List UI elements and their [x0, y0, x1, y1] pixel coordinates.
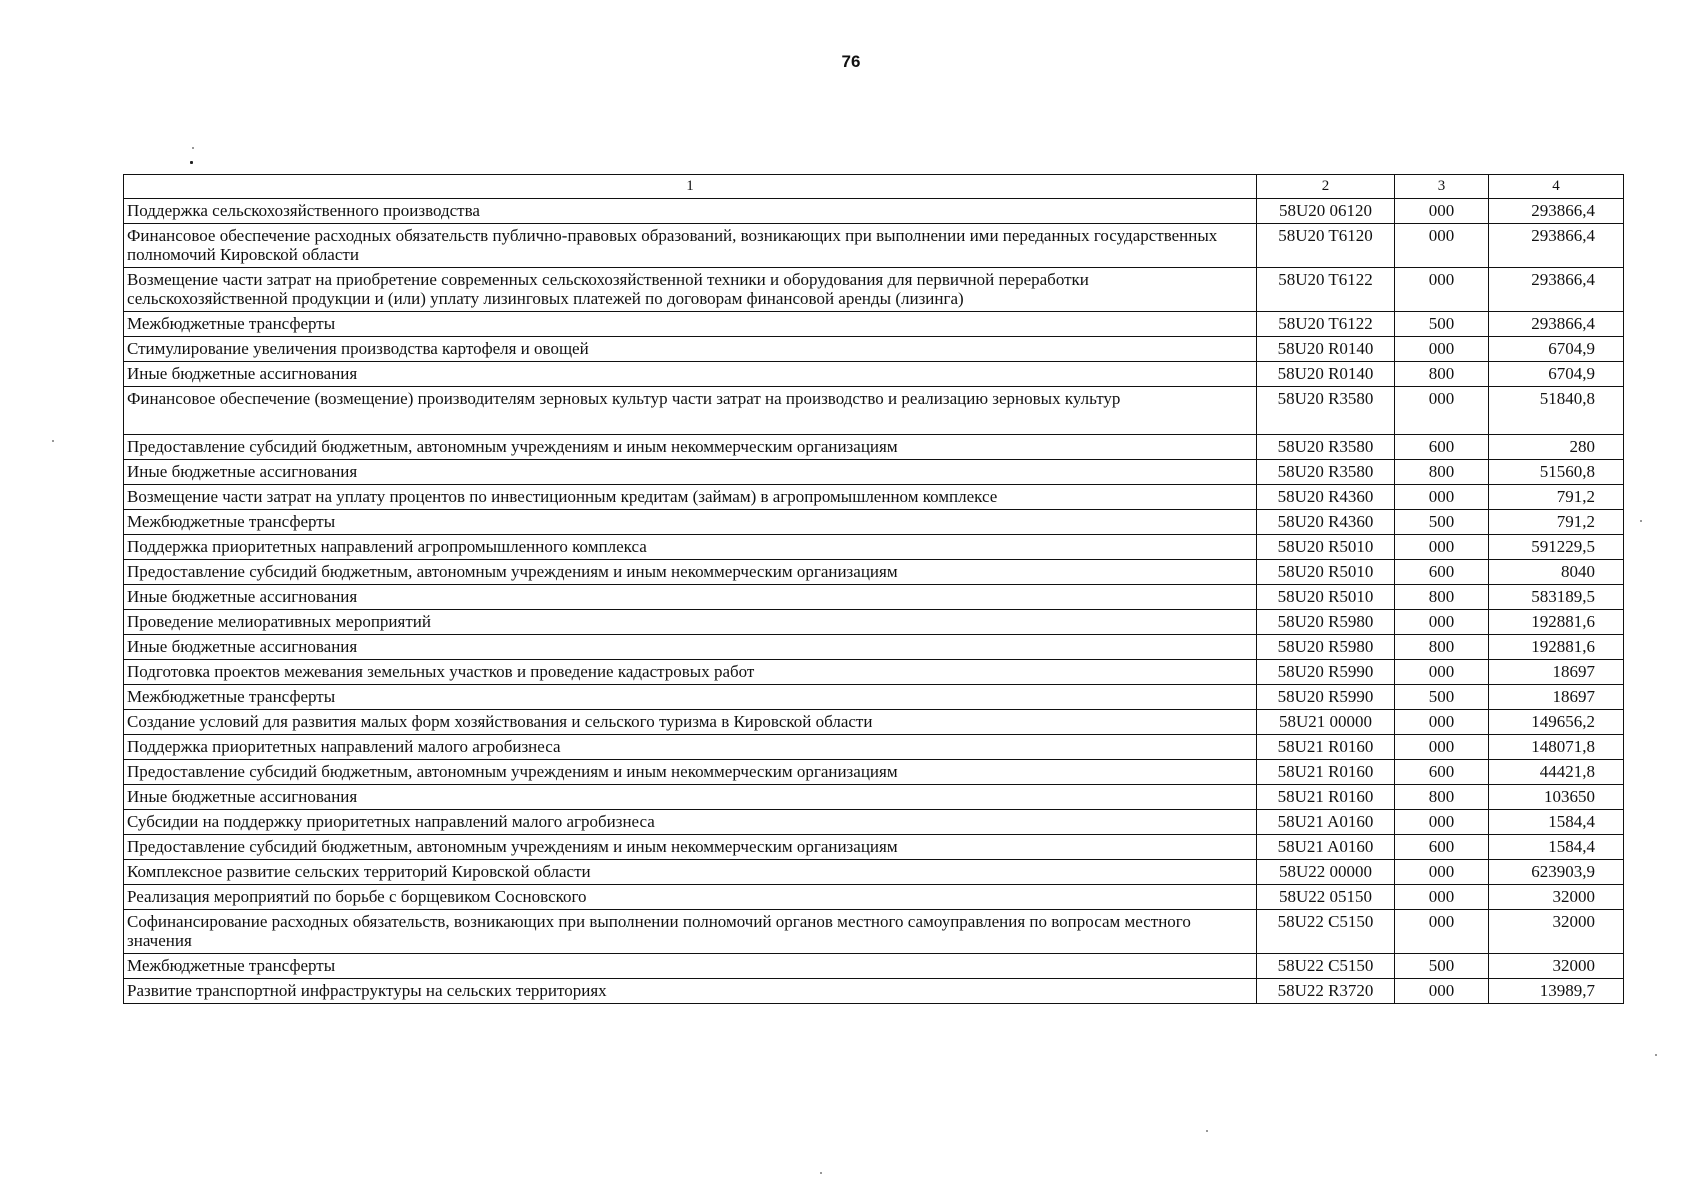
row-name-cell: Предоставление субсидий бюджетным, автономным учреждениям и иным некоммерческим организациям	[124, 835, 1257, 860]
row-amount-cell: 791,2	[1489, 485, 1624, 510]
row-amount-cell: 149656,2	[1489, 710, 1624, 735]
table-row	[124, 510, 1624, 535]
row-type-cell: 500	[1395, 954, 1489, 979]
table-row	[124, 460, 1624, 485]
row-code-cell: 58U21 R0160	[1257, 785, 1395, 810]
row-code-cell: 58U20 06120	[1257, 199, 1395, 224]
row-code-cell: 58U20 R3580	[1257, 460, 1395, 485]
row-code-cell: 58U21 00000	[1257, 710, 1395, 735]
row-code-cell: 58U20 R3580	[1257, 387, 1395, 435]
row-code-cell: 58U20 R3580	[1257, 435, 1395, 460]
row-amount-cell: 32000	[1489, 954, 1624, 979]
row-type-cell: 600	[1395, 760, 1489, 785]
scan-speck	[192, 147, 194, 149]
row-name-cell: Поддержка сельскохозяйственного производства	[124, 199, 1257, 224]
row-name-cell: Проведение мелиоративных мероприятий	[124, 610, 1257, 635]
table-row	[124, 860, 1624, 885]
row-type-cell: 500	[1395, 510, 1489, 535]
scan-speck	[1206, 1130, 1208, 1132]
row-amount-cell: 293866,4	[1489, 268, 1624, 312]
table-row	[124, 585, 1624, 610]
row-name-cell: Предоставление субсидий бюджетным, автономным учреждениям и иным некоммерческим организациям	[124, 760, 1257, 785]
row-name-cell: Иные бюджетные ассигнования	[124, 585, 1257, 610]
table-row	[124, 224, 1624, 268]
row-code-cell: 58U20 R5010	[1257, 560, 1395, 585]
row-code-cell: 58U22 R3720	[1257, 979, 1395, 1004]
row-name-cell: Финансовое обеспечение расходных обязательств публично-правовых образований, возникающих при выполнении ими переданных государственных полномочий Кировской области	[124, 224, 1257, 268]
row-code-cell: 58U22 C5150	[1257, 954, 1395, 979]
page-number: 76	[841, 52, 861, 71]
row-amount-cell: 148071,8	[1489, 735, 1624, 760]
table-row	[124, 660, 1624, 685]
row-type-cell: 800	[1395, 635, 1489, 660]
row-amount-cell: 192881,6	[1489, 635, 1624, 660]
table-row	[124, 785, 1624, 810]
row-code-cell: 58U20 R5010	[1257, 585, 1395, 610]
row-code-cell: 58U20 R4360	[1257, 510, 1395, 535]
row-type-cell: 000	[1395, 610, 1489, 635]
row-name-cell: Межбюджетные трансферты	[124, 685, 1257, 710]
row-name-cell: Субсидии на поддержку приоритетных направлений малого агробизнеса	[124, 810, 1257, 835]
table-row	[124, 435, 1624, 460]
row-type-cell: 600	[1395, 835, 1489, 860]
row-amount-cell: 591229,5	[1489, 535, 1624, 560]
row-code-cell: 58U20 T6120	[1257, 224, 1395, 268]
row-type-cell: 000	[1395, 979, 1489, 1004]
row-amount-cell: 791,2	[1489, 510, 1624, 535]
row-code-cell: 58U20 R5010	[1257, 535, 1395, 560]
row-amount-cell: 32000	[1489, 910, 1624, 954]
row-code-cell: 58U21 R0160	[1257, 760, 1395, 785]
row-amount-cell: 44421,8	[1489, 760, 1624, 785]
row-type-cell: 800	[1395, 785, 1489, 810]
row-amount-cell: 18697	[1489, 685, 1624, 710]
scan-speck	[1655, 1054, 1657, 1056]
row-type-cell: 000	[1395, 860, 1489, 885]
row-name-cell: Межбюджетные трансферты	[124, 510, 1257, 535]
row-amount-cell: 293866,4	[1489, 312, 1624, 337]
table-row	[124, 810, 1624, 835]
row-code-cell: 58U21 R0160	[1257, 735, 1395, 760]
row-type-cell: 000	[1395, 268, 1489, 312]
row-name-cell: Иные бюджетные ассигнования	[124, 635, 1257, 660]
scan-speck	[52, 440, 54, 442]
header-col-3: 3	[1395, 175, 1489, 199]
table-row	[124, 760, 1624, 785]
row-amount-cell: 18697	[1489, 660, 1624, 685]
row-name-cell: Реализация мероприятий по борьбе с борщевиком Сосновского	[124, 885, 1257, 910]
row-type-cell: 000	[1395, 535, 1489, 560]
row-name-cell: Возмещение части затрат на приобретение современных сельскохозяйственной техники и оборудования для первичной переработки сельскохозяйственной продукции и (или) уплату лизинговых платежей по договорам финансовой аренды (лизинга)	[124, 268, 1257, 312]
row-type-cell: 000	[1395, 199, 1489, 224]
row-name-cell: Комплексное развитие сельских территорий Кировской области	[124, 860, 1257, 885]
row-code-cell: 58U20 T6122	[1257, 312, 1395, 337]
row-name-cell: Иные бюджетные ассигнования	[124, 362, 1257, 387]
row-name-cell: Финансовое обеспечение (возмещение) производителям зерновых культур части затрат на производство и реализацию зерновых культур	[124, 387, 1257, 435]
row-type-cell: 800	[1395, 585, 1489, 610]
table-row	[124, 485, 1624, 510]
header-col-1: 1	[124, 175, 1257, 199]
row-name-cell: Подготовка проектов межевания земельных участков и проведение кадастровых работ	[124, 660, 1257, 685]
row-name-cell: Иные бюджетные ассигнования	[124, 785, 1257, 810]
row-code-cell: 58U20 R5990	[1257, 660, 1395, 685]
row-type-cell: 000	[1395, 735, 1489, 760]
table-row	[124, 535, 1624, 560]
row-code-cell: 58U20 R5980	[1257, 635, 1395, 660]
row-type-cell: 000	[1395, 337, 1489, 362]
header-row	[124, 175, 1624, 199]
table-row	[124, 885, 1624, 910]
row-amount-cell: 293866,4	[1489, 199, 1624, 224]
header-col-4: 4	[1489, 175, 1624, 199]
table-row	[124, 979, 1624, 1004]
row-type-cell: 500	[1395, 312, 1489, 337]
row-type-cell: 000	[1395, 387, 1489, 435]
table-row	[124, 199, 1624, 224]
row-code-cell: 58U20 R0140	[1257, 337, 1395, 362]
row-amount-cell: 1584,4	[1489, 810, 1624, 835]
row-code-cell: 58U20 R5980	[1257, 610, 1395, 635]
table-body	[124, 199, 1624, 1004]
row-type-cell: 800	[1395, 362, 1489, 387]
row-name-cell: Стимулирование увеличения производства картофеля и овощей	[124, 337, 1257, 362]
table-row	[124, 312, 1624, 337]
row-amount-cell: 6704,9	[1489, 362, 1624, 387]
budget-table	[123, 174, 1624, 1004]
row-type-cell: 000	[1395, 810, 1489, 835]
row-amount-cell: 192881,6	[1489, 610, 1624, 635]
row-type-cell: 000	[1395, 910, 1489, 954]
row-type-cell: 000	[1395, 660, 1489, 685]
row-name-cell: Развитие транспортной инфраструктуры на сельских территориях	[124, 979, 1257, 1004]
row-type-cell: 000	[1395, 485, 1489, 510]
row-name-cell: Предоставление субсидий бюджетным, автономным учреждениям и иным некоммерческим организациям	[124, 560, 1257, 585]
table-row	[124, 635, 1624, 660]
table-row	[124, 610, 1624, 635]
row-code-cell: 58U22 C5150	[1257, 910, 1395, 954]
row-code-cell: 58U22 00000	[1257, 860, 1395, 885]
row-code-cell: 58U20 R4360	[1257, 485, 1395, 510]
row-name-cell: Поддержка приоритетных направлений малого агробизнеса	[124, 735, 1257, 760]
table-row	[124, 268, 1624, 312]
row-amount-cell: 1584,4	[1489, 835, 1624, 860]
row-type-cell: 500	[1395, 685, 1489, 710]
row-name-cell: Создание условий для развития малых форм хозяйствования и сельского туризма в Кировской области	[124, 710, 1257, 735]
scan-speck	[820, 1172, 822, 1174]
table-row	[124, 835, 1624, 860]
table-row	[124, 910, 1624, 954]
row-type-cell: 600	[1395, 435, 1489, 460]
table-row	[124, 685, 1624, 710]
row-amount-cell: 293866,4	[1489, 224, 1624, 268]
table-row	[124, 387, 1624, 435]
row-name-cell: Поддержка приоритетных направлений агропромышленного комплекса	[124, 535, 1257, 560]
table-row	[124, 735, 1624, 760]
table-row	[124, 710, 1624, 735]
row-code-cell: 58U20 R0140	[1257, 362, 1395, 387]
row-type-cell: 000	[1395, 885, 1489, 910]
scan-speck	[190, 161, 193, 164]
row-amount-cell: 8040	[1489, 560, 1624, 585]
row-amount-cell: 103650	[1489, 785, 1624, 810]
row-amount-cell: 51840,8	[1489, 387, 1624, 435]
table-row	[124, 560, 1624, 585]
row-name-cell: Межбюджетные трансферты	[124, 312, 1257, 337]
row-type-cell: 600	[1395, 560, 1489, 585]
row-name-cell: Софинансирование расходных обязательств, возникающих при выполнении полномочий органов местного самоуправления по вопросам местного значения	[124, 910, 1257, 954]
table-header	[124, 175, 1624, 199]
row-amount-cell: 623903,9	[1489, 860, 1624, 885]
scan-speck	[1640, 520, 1642, 522]
row-amount-cell: 51560,8	[1489, 460, 1624, 485]
row-code-cell: 58U22 05150	[1257, 885, 1395, 910]
row-code-cell: 58U21 A0160	[1257, 810, 1395, 835]
row-amount-cell: 280	[1489, 435, 1624, 460]
row-amount-cell: 6704,9	[1489, 337, 1624, 362]
row-type-cell: 000	[1395, 224, 1489, 268]
row-code-cell: 58U20 R5990	[1257, 685, 1395, 710]
table-row	[124, 954, 1624, 979]
row-amount-cell: 583189,5	[1489, 585, 1624, 610]
row-amount-cell: 32000	[1489, 885, 1624, 910]
row-name-cell: Возмещение части затрат на уплату процентов по инвестиционным кредитам (займам) в агропромышленном комплексе	[124, 485, 1257, 510]
row-name-cell: Межбюджетные трансферты	[124, 954, 1257, 979]
row-name-cell: Иные бюджетные ассигнования	[124, 460, 1257, 485]
row-amount-cell: 13989,7	[1489, 979, 1624, 1004]
row-code-cell: 58U21 A0160	[1257, 835, 1395, 860]
row-code-cell: 58U20 T6122	[1257, 268, 1395, 312]
row-type-cell: 800	[1395, 460, 1489, 485]
row-type-cell: 000	[1395, 710, 1489, 735]
row-name-cell: Предоставление субсидий бюджетным, автономным учреждениям и иным некоммерческим организациям	[124, 435, 1257, 460]
header-col-2: 2	[1257, 175, 1395, 199]
table-row	[124, 337, 1624, 362]
table-row	[124, 362, 1624, 387]
